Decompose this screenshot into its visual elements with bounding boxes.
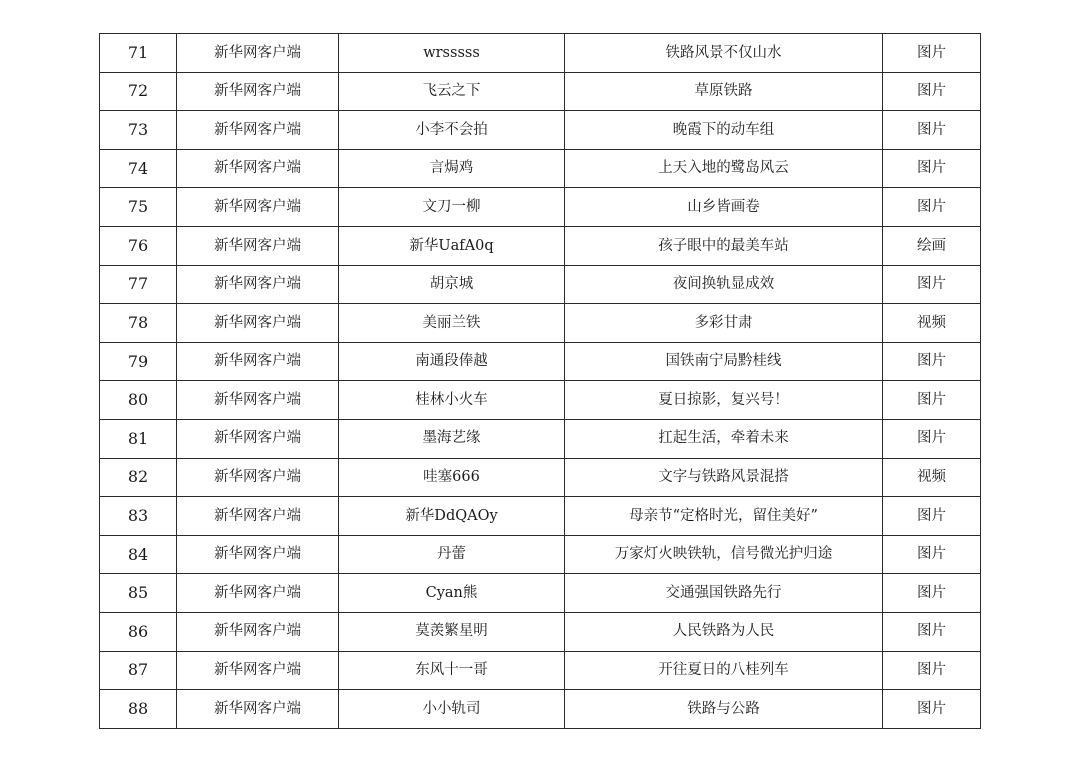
- cell-author: 桂林小火车: [339, 381, 565, 420]
- cell-platform: 新华网客户端: [177, 342, 339, 381]
- cell-platform: 新华网客户端: [177, 265, 339, 304]
- cell-number: 79: [100, 342, 177, 381]
- table-row: [100, 304, 981, 343]
- cell-number: 81: [100, 419, 177, 458]
- cell-author: 莫羡繁星明: [339, 612, 565, 651]
- cell-type: 视频: [883, 458, 981, 497]
- cell-title: 夏日掠影，复兴号！: [565, 381, 883, 420]
- cell-title: 夜间换轨显成效: [565, 265, 883, 304]
- cell-platform: 新华网客户端: [177, 690, 339, 729]
- cell-platform: 新华网客户端: [177, 304, 339, 343]
- cell-title: 交通强国铁路先行: [565, 574, 883, 613]
- cell-type: 图片: [883, 612, 981, 651]
- cell-title: 孩子眼中的最美车站: [565, 226, 883, 265]
- cell-title: 草原铁路: [565, 72, 883, 111]
- table-row: [100, 226, 981, 265]
- table-row: [100, 574, 981, 613]
- cell-number: 87: [100, 651, 177, 690]
- cell-author: 小小轨司: [339, 690, 565, 729]
- cell-platform: 新华网客户端: [177, 651, 339, 690]
- cell-platform: 新华网客户端: [177, 188, 339, 227]
- table-row: [100, 381, 981, 420]
- cell-title: 人民铁路为人民: [565, 612, 883, 651]
- cell-number: 78: [100, 304, 177, 343]
- cell-title: 万家灯火映铁轨，信号微光护归途: [565, 535, 883, 574]
- table-row: [100, 265, 981, 304]
- cell-number: 73: [100, 111, 177, 150]
- cell-type: 图片: [883, 111, 981, 150]
- cell-number: 76: [100, 226, 177, 265]
- table-row: [100, 111, 981, 150]
- cell-type: 绘画: [883, 226, 981, 265]
- cell-number: 85: [100, 574, 177, 613]
- cell-type: 图片: [883, 381, 981, 420]
- cell-title: 铁路与公路: [565, 690, 883, 729]
- cell-platform: 新华网客户端: [177, 574, 339, 613]
- cell-number: 75: [100, 188, 177, 227]
- table-row: [100, 419, 981, 458]
- cell-number: 71: [100, 34, 177, 73]
- cell-author: 墨海艺缘: [339, 419, 565, 458]
- cell-number: 82: [100, 458, 177, 497]
- cell-type: 图片: [883, 342, 981, 381]
- cell-type: 图片: [883, 651, 981, 690]
- cell-author: 新华UafA0q: [339, 226, 565, 265]
- cell-type: 图片: [883, 535, 981, 574]
- cell-number: 86: [100, 612, 177, 651]
- cell-title: 扛起生活，牵着未来: [565, 419, 883, 458]
- cell-type: 图片: [883, 574, 981, 613]
- table-row: [100, 458, 981, 497]
- table-row: [100, 497, 981, 536]
- cell-number: 80: [100, 381, 177, 420]
- results-table: [99, 33, 981, 729]
- cell-title: 山乡皆画卷: [565, 188, 883, 227]
- cell-type: 视频: [883, 304, 981, 343]
- cell-type: 图片: [883, 497, 981, 536]
- cell-type: 图片: [883, 34, 981, 73]
- cell-type: 图片: [883, 72, 981, 111]
- cell-type: 图片: [883, 690, 981, 729]
- cell-number: 83: [100, 497, 177, 536]
- table-row: [100, 690, 981, 729]
- cell-author: 小李不会拍: [339, 111, 565, 150]
- cell-type: 图片: [883, 265, 981, 304]
- cell-author: 哇塞666: [339, 458, 565, 497]
- cell-author: Cyan熊: [339, 574, 565, 613]
- table-row: [100, 651, 981, 690]
- table-row: [100, 149, 981, 188]
- table-row: [100, 72, 981, 111]
- cell-title: 开往夏日的八桂列车: [565, 651, 883, 690]
- cell-title: 多彩甘肃: [565, 304, 883, 343]
- table-row: [100, 612, 981, 651]
- cell-title: 国铁南宁局黔桂线: [565, 342, 883, 381]
- cell-author: 东风十一哥: [339, 651, 565, 690]
- cell-number: 77: [100, 265, 177, 304]
- cell-platform: 新华网客户端: [177, 149, 339, 188]
- cell-author: 飞云之下: [339, 72, 565, 111]
- cell-title: 母亲节“定格时光，留住美好”: [565, 497, 883, 536]
- cell-platform: 新华网客户端: [177, 612, 339, 651]
- cell-platform: 新华网客户端: [177, 381, 339, 420]
- cell-author: 言焗鸡: [339, 149, 565, 188]
- cell-number: 88: [100, 690, 177, 729]
- cell-platform: 新华网客户端: [177, 497, 339, 536]
- results-table-container: [99, 33, 980, 729]
- cell-number: 72: [100, 72, 177, 111]
- cell-author: 胡京城: [339, 265, 565, 304]
- table-body: [100, 34, 981, 729]
- cell-author: 文刀一柳: [339, 188, 565, 227]
- cell-platform: 新华网客户端: [177, 111, 339, 150]
- table-row: [100, 34, 981, 73]
- table-row: [100, 188, 981, 227]
- table-row: [100, 342, 981, 381]
- cell-author: wrsssss: [339, 34, 565, 73]
- cell-title: 上天入地的鹭岛风云: [565, 149, 883, 188]
- cell-platform: 新华网客户端: [177, 419, 339, 458]
- cell-platform: 新华网客户端: [177, 458, 339, 497]
- cell-type: 图片: [883, 188, 981, 227]
- table-row: [100, 535, 981, 574]
- cell-title: 铁路风景不仅山水: [565, 34, 883, 73]
- cell-author: 美丽兰铁: [339, 304, 565, 343]
- cell-type: 图片: [883, 419, 981, 458]
- cell-platform: 新华网客户端: [177, 34, 339, 73]
- cell-number: 84: [100, 535, 177, 574]
- cell-author: 丹蕾: [339, 535, 565, 574]
- cell-title: 文字与铁路风景混搭: [565, 458, 883, 497]
- cell-type: 图片: [883, 149, 981, 188]
- cell-title: 晚霞下的动车组: [565, 111, 883, 150]
- cell-author: 新华DdQAOy: [339, 497, 565, 536]
- cell-platform: 新华网客户端: [177, 535, 339, 574]
- cell-platform: 新华网客户端: [177, 72, 339, 111]
- cell-author: 南通段俸越: [339, 342, 565, 381]
- cell-platform: 新华网客户端: [177, 226, 339, 265]
- cell-number: 74: [100, 149, 177, 188]
